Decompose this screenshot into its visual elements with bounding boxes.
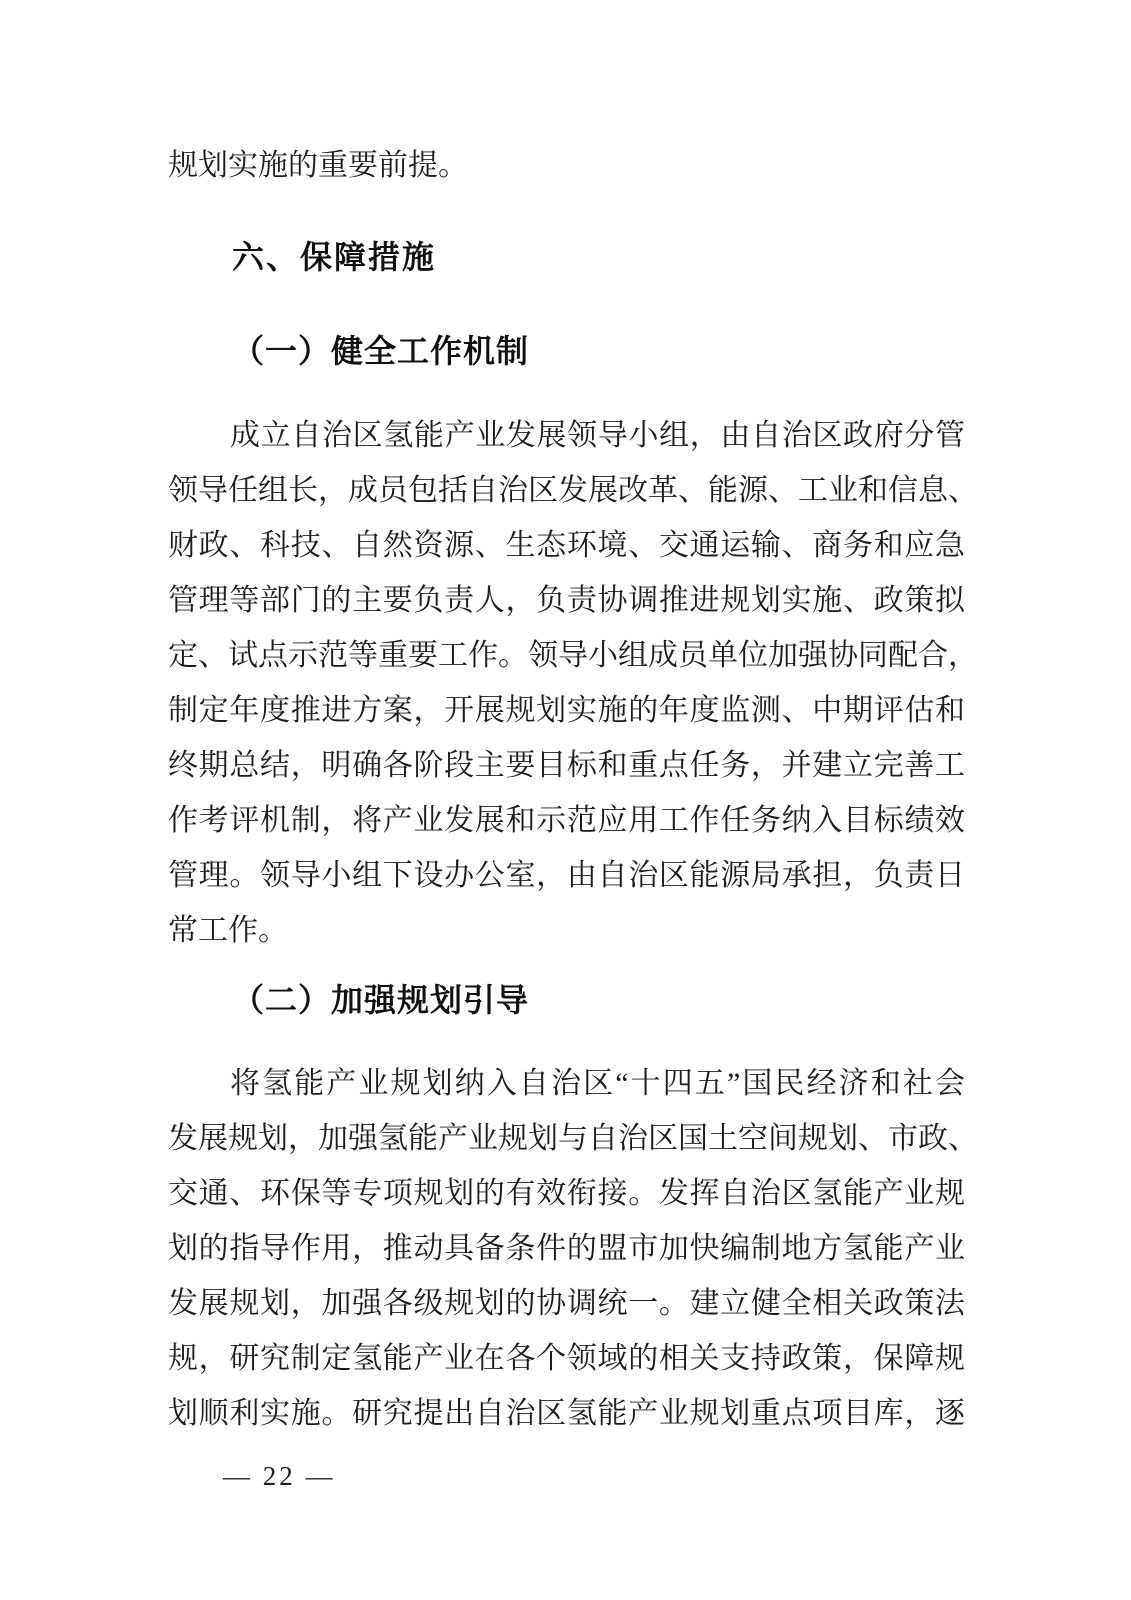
paragraph-line: 管理等部门的主要负责人，负责协调推进规划实施、政策拟 [168, 584, 965, 617]
paragraph-line: 交通、环保等专项规划的有效衔接。发挥自治区氢能产业规 [168, 1177, 965, 1210]
paragraph-line: 发展规划，加强各级规划的协调统一。建立健全相关政策法 [168, 1287, 965, 1320]
paragraph-line: 规，研究制定氢能产业在各个领域的相关支持政策，保障规 [168, 1342, 965, 1375]
paragraph-line: 将氢能产业规划纳入自治区“十四五”国民经济和社会 [230, 1067, 965, 1100]
paragraph-2 [168, 1056, 978, 1441]
paragraph-line: 划的指导作用，推动具备条件的盟市加快编制地方氢能产业 [168, 1232, 965, 1265]
paragraph-1 [168, 408, 978, 958]
paragraph-line: 终期总结，明确各阶段主要目标和重点任务，并建立完善工 [168, 749, 965, 782]
paragraph-line: 发展规划，加强氢能产业规划与自治区国土空间规划、市政、 [168, 1122, 978, 1155]
paragraph-line: 作考评机制，将产业发展和示范应用工作任务纳入目标绩效 [168, 804, 965, 837]
section-heading: 六、保障措施 [232, 239, 437, 275]
paragraph-line: 成立自治区氢能产业发展领导小组，由自治区政府分管 [230, 419, 965, 452]
subsection-heading-2: （二）加强规划引导 [232, 982, 530, 1018]
subsection-heading-1: （一）健全工作机制 [232, 333, 530, 369]
paragraph-line: 财政、科技、自然资源、生态环境、交通运输、商务和应急 [168, 529, 965, 562]
page-number: — 22 — [223, 1461, 336, 1491]
paragraph-line: 管理。领导小组下设办公室，由自治区能源局承担，负责日 [168, 859, 965, 892]
paragraph-line: 常工作。 [168, 914, 288, 947]
paragraph-line: 规划实施的重要前提。 [168, 149, 468, 182]
paragraph-line: 划顺利实施。研究提出自治区氢能产业规划重点项目库，逐 [168, 1397, 965, 1430]
paragraph-line: 定、试点示范等重要工作。领导小组成员单位加强协同配合， [168, 639, 978, 672]
paragraph-line: 制定年度推进方案，开展规划实施的年度监测、中期评估和 [168, 694, 965, 727]
paragraph-line: 领导任组长，成员包括自治区发展改革、能源、工业和信息、 [168, 474, 978, 507]
